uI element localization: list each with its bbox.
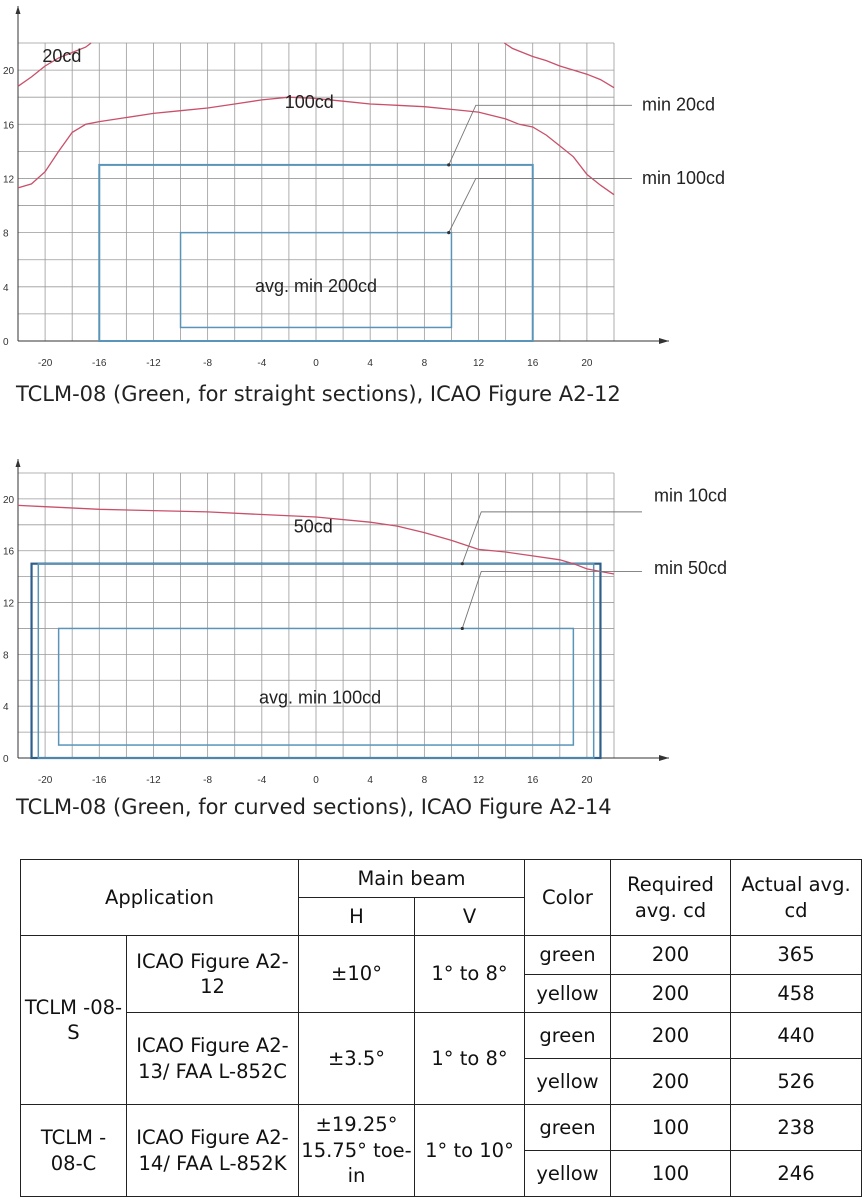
x-tick-label: -8 (203, 775, 213, 785)
y-tick-label: 16 (3, 120, 15, 132)
required-cell: 200 (611, 936, 731, 975)
figure-cell: ICAO Figure A2-13/ FAA L-852C (127, 1013, 299, 1105)
label-min-20cd: min 20cd (642, 94, 716, 115)
x-tick-label: -12 (146, 775, 161, 785)
leader-arrowhead (461, 627, 464, 630)
x-axis-arrow (659, 755, 669, 761)
v-cell: 1° to 8° (415, 936, 525, 1013)
chart-curved-caption: TCLM-08 (Green, for curved sections), ICAO Figure A2-14 (16, 795, 612, 819)
figure-cell: ICAO Figure A2-14/ FAA L-852K (127, 1105, 299, 1197)
spec-table (20, 859, 862, 1197)
required-cell: 200 (611, 1013, 731, 1059)
v-cell: 1° to 8° (415, 1013, 525, 1105)
label-20cd: 20cd (42, 45, 82, 66)
header-color: Color (525, 860, 611, 936)
v-cell: 1° to 10° (415, 1105, 525, 1197)
x-tick-label: -20 (37, 358, 53, 369)
leader-arrowhead (447, 231, 450, 234)
chart-straight-sections (0, 0, 864, 380)
actual-cell: 458 (731, 975, 862, 1013)
model-cell: TCLM - 08-C (21, 1105, 127, 1197)
label-min-50cd: min 50cd (654, 558, 728, 579)
x-tick-label: 4 (367, 358, 373, 369)
y-tick-label: 20 (3, 494, 15, 506)
x-tick-label: 16 (527, 358, 539, 369)
color-cell: green (525, 1013, 611, 1059)
y-tick-label: 0 (3, 754, 9, 765)
isocandela-line (504, 43, 614, 88)
x-tick-label: 12 (472, 775, 485, 785)
y-tick-label: 12 (3, 598, 15, 610)
table-row (21, 1105, 862, 1151)
chart-curved-sections (0, 455, 864, 785)
table-row (21, 1013, 862, 1059)
color-cell: green (525, 936, 611, 975)
color-cell: yellow (525, 975, 611, 1013)
x-tick-label: 0 (313, 358, 319, 369)
leader-arrowhead (447, 163, 450, 166)
actual-cell: 526 (731, 1059, 862, 1105)
y-tick-label: 20 (3, 66, 15, 78)
h-cell: ±3.5° (299, 1013, 415, 1105)
actual-cell: 246 (731, 1151, 862, 1197)
header-main-beam: Main beam (299, 860, 525, 898)
x-tick-label: 12 (472, 358, 485, 369)
leader-line (462, 571, 642, 628)
color-cell: yellow (525, 1151, 611, 1197)
label-min-100cd: min 100cd (642, 167, 726, 188)
actual-cell: 238 (731, 1105, 862, 1151)
required-cell: 200 (611, 1059, 731, 1105)
x-tick-label: 8 (421, 775, 428, 785)
y-tick-label: 0 (3, 337, 9, 348)
header-application: Application (21, 860, 299, 936)
leader-arrowhead (461, 562, 464, 565)
y-tick-label: 12 (3, 174, 15, 186)
x-tick-label: 4 (367, 775, 373, 785)
label-avg-min-100cd: avg. min 100cd (259, 687, 382, 708)
actual-cell: 365 (731, 936, 862, 975)
x-tick-label: 20 (581, 358, 593, 369)
table-header-row (21, 860, 862, 898)
x-tick-label: -4 (257, 358, 267, 369)
y-tick-label: 8 (3, 228, 9, 240)
y-tick-label: 4 (3, 282, 9, 294)
color-cell: green (525, 1105, 611, 1151)
label-50cd: 50cd (293, 516, 333, 537)
x-tick-label: -16 (92, 358, 107, 369)
leader-line (462, 512, 642, 564)
x-tick-label: -4 (257, 775, 267, 785)
header-required: Required avg. cd (611, 860, 731, 936)
x-tick-label: 0 (313, 775, 319, 785)
y-tick-label: 16 (3, 546, 15, 558)
x-axis-arrow (659, 338, 669, 344)
y-axis-arrow (16, 459, 21, 467)
x-tick-label: -20 (37, 775, 53, 785)
label-avg-min-200cd: avg. min 200cd (254, 276, 378, 297)
required-cell: 200 (611, 975, 731, 1013)
x-tick-label: 16 (527, 775, 539, 785)
h-cell: ±10° (299, 936, 415, 1013)
model-cell: TCLM -08-S (21, 936, 127, 1105)
actual-cell: 440 (731, 1013, 862, 1059)
y-tick-label: 8 (3, 650, 9, 662)
x-tick-label: 20 (581, 775, 593, 785)
leader-line (449, 105, 632, 165)
x-tick-label: -12 (146, 358, 161, 369)
label-min-10cd: min 10cd (654, 485, 728, 506)
y-tick-label: 4 (3, 702, 9, 714)
label-100cd: 100cd (284, 92, 334, 113)
header-actual: Actual avg. cd (731, 860, 862, 936)
color-cell: yellow (525, 1059, 611, 1105)
header-v: V (415, 898, 525, 936)
h-cell: ±19.25° 15.75° toe-in (299, 1105, 415, 1197)
y-axis-arrow (16, 6, 21, 14)
x-tick-label: -16 (92, 775, 107, 785)
chart-straight-caption: TCLM-08 (Green, for straight sections), ICAO Figure A2-12 (16, 382, 621, 406)
x-tick-label: 8 (421, 358, 428, 369)
figure-cell: ICAO Figure A2-12 (127, 936, 299, 1013)
required-cell: 100 (611, 1151, 731, 1197)
required-cell: 100 (611, 1105, 731, 1151)
table-row (21, 936, 862, 975)
x-tick-label: -8 (203, 358, 213, 369)
header-h: H (299, 898, 415, 936)
